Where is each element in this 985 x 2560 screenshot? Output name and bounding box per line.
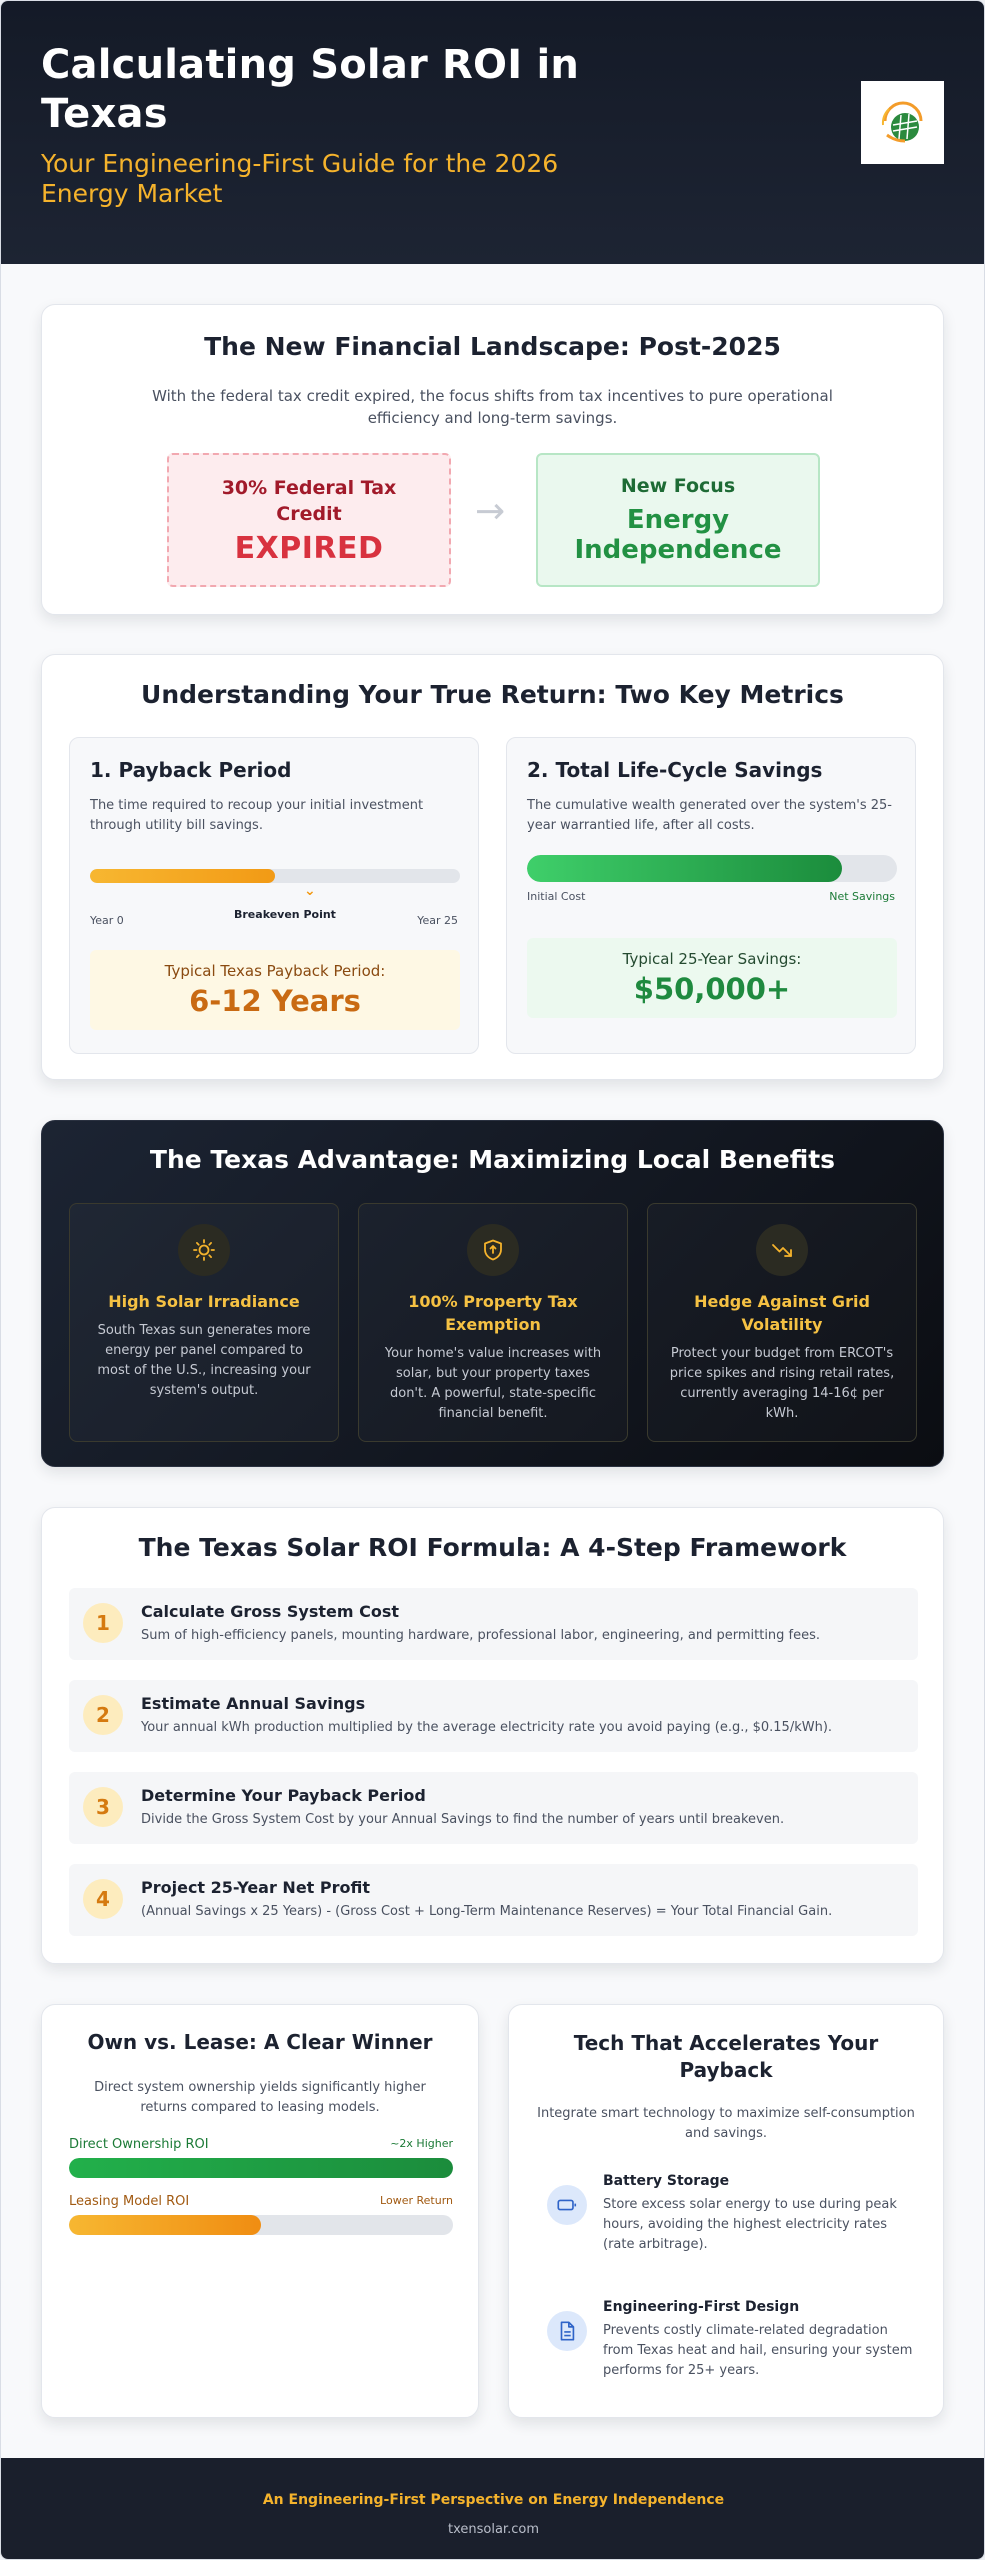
new-focus-box [536, 453, 820, 587]
step-number: 3 [83, 1787, 123, 1827]
advantage-text: South Texas sun generates more energy per panel compared to most of the U.S., increasing your system's output. [97, 1323, 311, 1398]
financial-landscape-card [41, 304, 944, 615]
section-intro: With the federal tax credit expired, the focus shifts from tax incentives to pure operational efficiency and long-term savings. [152, 387, 833, 427]
advantage-text: Your home's value increases with solar, but your property taxes don't. A powerful, state-specific financial benefit. [384, 1346, 602, 1421]
footer-site-link[interactable]: txensolar.com [448, 2522, 539, 2537]
section-title: Understanding Your True Return: Two Key Metrics [141, 680, 844, 709]
advantage-title: 100% Property Tax Exemption [408, 1292, 578, 1334]
texas-advantage-card [41, 1120, 944, 1467]
key-metrics-card [41, 654, 944, 1080]
tech-text: Prevents costly climate-related degradation from Texas heat and hail, ensuring your system performs for 25+ years. [603, 2323, 913, 2378]
tech-title: Battery Storage [603, 2173, 730, 2189]
step-title: Project 25-Year Net Profit [141, 1878, 371, 1897]
lifecycle-savings-panel [506, 737, 916, 1054]
advantage-item-irradiance [69, 1203, 339, 1442]
new-focus-value: Energy Independence [574, 505, 782, 565]
advantage-title: Hedge Against Grid Volatility [694, 1292, 870, 1334]
expired-status: EXPIRED [234, 531, 384, 566]
card-intro: Direct system ownership yields significantly higher returns compared to leasing models. [94, 2080, 426, 2115]
payback-progress-fill [90, 869, 275, 883]
step-text: Divide the Gross System Cost by your Annual Savings to find the number of years until breakeven. [141, 1812, 785, 1827]
arrow-right-icon: → [475, 491, 506, 532]
document-icon [547, 2311, 587, 2351]
sun-icon [178, 1224, 230, 1276]
savings-highlight [527, 938, 897, 1018]
advantage-item-grid-volatility [647, 1203, 917, 1442]
roi-tag: Lower Return [380, 2194, 453, 2207]
year-end-label: Year 25 [417, 914, 458, 927]
formula-step [69, 1864, 918, 1936]
chevron-down-icon: ⌄ [304, 883, 316, 899]
expired-credit-box [167, 453, 451, 587]
section-title: The Texas Solar ROI Formula: A 4-Step Framework [138, 1533, 847, 1562]
step-number: 1 [83, 1603, 123, 1643]
step-title: Determine Your Payback Period [141, 1786, 426, 1805]
step-text: Sum of high-efficiency panels, mounting hardware, professional labor, engineering, and permitting fees. [141, 1628, 821, 1643]
savings-highlight-label: Typical 25-Year Savings: [622, 950, 802, 968]
tech-item-design [547, 2299, 917, 2381]
roi-tag: ~2x Higher [390, 2137, 453, 2150]
tech-title: Engineering-First Design [603, 2299, 800, 2315]
battery-icon [547, 2185, 587, 2225]
net-savings-label: Net Savings [829, 890, 895, 903]
formula-step [69, 1588, 918, 1660]
step-number: 2 [83, 1695, 123, 1735]
payback-highlight-label: Typical Texas Payback Period: [164, 962, 386, 980]
metric-heading: 1. Payback Period [90, 758, 292, 782]
formula-step [69, 1680, 918, 1752]
savings-highlight-value: $50,000+ [633, 972, 791, 1006]
footer-tagline: An Engineering-First Perspective on Energy Independence [262, 2492, 725, 2508]
expired-credit-label: 30% Federal Tax Credit [221, 477, 397, 525]
section-title: The New Financial Landscape: Post-2025 [204, 332, 781, 361]
tech-item-battery [547, 2173, 917, 2255]
step-text: (Annual Savings x 25 Years) - (Gross Cost + Long-Term Maintenance Reserves) = Your Total Financial Gain. [141, 1904, 833, 1919]
step-text: Your annual kWh production multiplied by the average electricity rate you avoid paying (e.g., $0.15/kWh). [141, 1720, 833, 1735]
payback-progress-bar [90, 869, 460, 883]
step-number: 4 [83, 1879, 123, 1919]
card-intro: Integrate smart technology to maximize self-consumption and savings. [537, 2106, 915, 2141]
header [1, 1, 984, 264]
step-title: Estimate Annual Savings [141, 1694, 366, 1713]
roi-bar-fill [69, 2215, 261, 2235]
page-title: Calculating Solar ROI in Texas [41, 42, 580, 137]
year-start-label: Year 0 [90, 914, 124, 927]
metric-heading: 2. Total Life-Cycle Savings [527, 758, 823, 782]
savings-progress-bar [527, 855, 897, 882]
payback-period-panel [69, 737, 479, 1054]
own-vs-lease-card [41, 2004, 479, 2418]
advantage-text: Protect your budget from ERCOT's price spikes and rising retail rates, currently averaging 14-16¢ per kWh. [669, 1346, 895, 1421]
trending-down-icon [756, 1224, 808, 1276]
metric-description: The cumulative wealth generated over the system's 25-year warrantied life, after all costs. [527, 798, 892, 833]
tech-text: Store excess solar energy to use during peak hours, avoiding the highest electricity rates (rate arbitrage). [603, 2197, 897, 2252]
new-focus-label: New Focus [620, 475, 736, 497]
step-title: Calculate Gross System Cost [141, 1602, 400, 1621]
shield-dollar-icon [467, 1224, 519, 1276]
solar-logo-icon [875, 95, 931, 151]
roi-label: Direct Ownership ROI [69, 2137, 209, 2152]
payback-highlight-value: 6-12 Years [189, 984, 361, 1018]
card-title: Own vs. Lease: A Clear Winner [87, 2030, 433, 2054]
page-subtitle: Your Engineering-First Guide for the 2026 Energy Market [41, 149, 559, 208]
tech-card [508, 2004, 944, 2418]
metric-description: The time required to recoup your initial investment through utility bill savings. [90, 798, 424, 833]
roi-bar [69, 2158, 453, 2178]
advantage-title: High Solar Irradiance [108, 1292, 300, 1311]
roi-bar [69, 2215, 453, 2235]
roi-bar-fill [69, 2158, 453, 2178]
formula-step [69, 1772, 918, 1844]
savings-progress-fill [527, 855, 842, 882]
payback-highlight [90, 950, 460, 1030]
direct-ownership-roi [69, 2137, 453, 2178]
logo [861, 81, 944, 164]
section-title: The Texas Advantage: Maximizing Local Benefits [149, 1145, 836, 1174]
roi-formula-card [41, 1507, 944, 1964]
breakeven-label: Breakeven Point [234, 908, 336, 921]
footer [1, 2458, 985, 2560]
leasing-model-roi [69, 2194, 453, 2235]
roi-label: Leasing Model ROI [69, 2194, 190, 2209]
initial-cost-label: Initial Cost [527, 890, 586, 903]
advantage-item-tax-exemption [358, 1203, 628, 1442]
card-title: Tech That Accelerates Your Payback [573, 2031, 879, 2082]
